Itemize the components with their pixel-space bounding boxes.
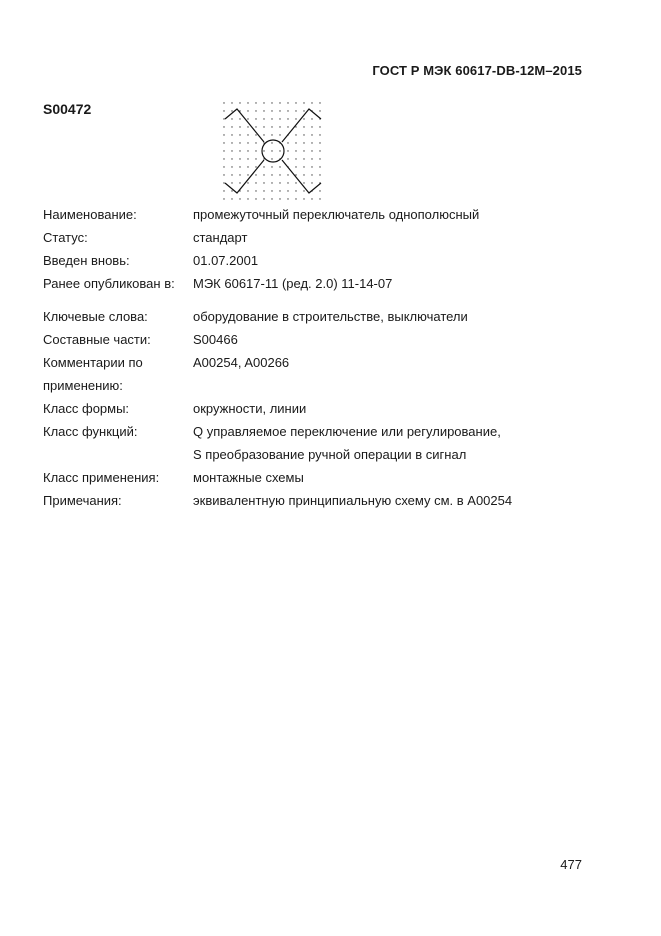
grid-dot xyxy=(271,142,272,143)
grid-dot xyxy=(311,126,312,127)
grid-dot xyxy=(255,190,256,191)
attr-label: Наименование: xyxy=(43,207,137,222)
attributes-table xyxy=(43,203,583,512)
grid-dot xyxy=(247,118,248,119)
grid-dot xyxy=(247,102,248,103)
grid-dot xyxy=(263,190,264,191)
grid-dot xyxy=(311,182,312,183)
grid-dot xyxy=(319,158,320,159)
grid-dot xyxy=(223,182,224,183)
attr-label: Комментарии по xyxy=(43,355,143,370)
grid-dot xyxy=(223,174,224,175)
grid-dot xyxy=(319,198,320,199)
grid-dot xyxy=(263,118,264,119)
grid-dot xyxy=(247,166,248,167)
grid-dot xyxy=(271,150,272,151)
grid-dot xyxy=(223,102,224,103)
grid-dot xyxy=(311,150,312,151)
grid-dot xyxy=(319,110,320,111)
grid-dot xyxy=(303,166,304,167)
grid-dot xyxy=(255,118,256,119)
attr-value: эквивалентную принципиальную схему см. в A00254 xyxy=(193,493,513,508)
attr-label: Класс применения: xyxy=(43,470,160,485)
grid-dot xyxy=(295,134,296,135)
attr-row-function-class-cont xyxy=(43,443,583,466)
grid-dot xyxy=(287,174,288,175)
attr-value: 01.07.2001 xyxy=(193,253,259,268)
grid-dot xyxy=(295,190,296,191)
grid-dot xyxy=(239,118,240,119)
grid-dot xyxy=(303,142,304,143)
grid-dot xyxy=(239,198,240,199)
grid-dot xyxy=(271,166,272,167)
grid-dot xyxy=(263,110,264,111)
attr-value: оборудование в строительстве, выключатели xyxy=(193,309,468,324)
grid-dot xyxy=(239,134,240,135)
grid-dot xyxy=(247,174,248,175)
grid-dot xyxy=(231,198,232,199)
grid-dot xyxy=(319,126,320,127)
grid-dot xyxy=(271,174,272,175)
grid-dot xyxy=(255,158,256,159)
grid-dot xyxy=(263,166,264,167)
grid-dot xyxy=(279,190,280,191)
grid-dot xyxy=(239,166,240,167)
attr-row-status xyxy=(43,226,583,249)
grid-dot xyxy=(231,118,232,119)
attr-label: Введен вновь: xyxy=(43,253,130,268)
attr-label-continued: применению: xyxy=(43,378,123,393)
grid-dot xyxy=(263,134,264,135)
grid-dot xyxy=(319,150,320,151)
attr-label: Примечания: xyxy=(43,493,122,508)
grid-dot xyxy=(231,182,232,183)
grid-dot xyxy=(279,166,280,167)
upper-right-arm xyxy=(282,109,321,142)
grid-dot xyxy=(239,126,240,127)
grid-dot xyxy=(303,150,304,151)
attr-value: окружности, линии xyxy=(193,401,307,416)
attr-row-application-class xyxy=(43,466,583,489)
grid-dot xyxy=(271,118,272,119)
grid-dot xyxy=(255,150,256,151)
grid-dot xyxy=(247,110,248,111)
grid-dot xyxy=(271,126,272,127)
grid-dot xyxy=(303,182,304,183)
grid-dot xyxy=(231,102,232,103)
grid-dot xyxy=(303,190,304,191)
grid-dot xyxy=(231,126,232,127)
attr-label: Ранее опубликован в: xyxy=(43,276,175,291)
grid-dot xyxy=(287,190,288,191)
grid-dot xyxy=(247,150,248,151)
grid-dot xyxy=(255,126,256,127)
grid-dot xyxy=(239,158,240,159)
grid-dot xyxy=(223,126,224,127)
intermediate-switch-symbol-icon xyxy=(222,101,324,201)
grid-dot xyxy=(223,150,224,151)
attr-label: Составные части: xyxy=(43,332,151,347)
grid-dot xyxy=(311,118,312,119)
grid-dot xyxy=(271,190,272,191)
grid-dot xyxy=(311,142,312,143)
grid-dot xyxy=(295,142,296,143)
grid-dot xyxy=(303,198,304,199)
grid-dot xyxy=(295,150,296,151)
grid-dot xyxy=(231,158,232,159)
grid-dot xyxy=(319,142,320,143)
grid-dot xyxy=(263,198,264,199)
page-number: 477 xyxy=(560,857,582,872)
grid-dot xyxy=(231,174,232,175)
lower-left-arm xyxy=(225,160,264,193)
document-header: ГОСТ Р МЭК 60617-DB-12M–2015 xyxy=(372,63,582,78)
grid-dot xyxy=(231,134,232,135)
attr-row-keywords xyxy=(43,305,583,328)
grid-dot xyxy=(231,150,232,151)
grid-dot xyxy=(247,182,248,183)
grid-dot xyxy=(247,142,248,143)
grid-dot xyxy=(263,102,264,103)
attr-value: S00466 xyxy=(193,332,238,347)
attr-row-form-class xyxy=(43,397,583,420)
grid-dot xyxy=(231,190,232,191)
grid-dot xyxy=(311,158,312,159)
grid-dot xyxy=(287,158,288,159)
grid-dot xyxy=(255,174,256,175)
grid-dot xyxy=(295,110,296,111)
grid-dot xyxy=(303,110,304,111)
grid-dot xyxy=(223,118,224,119)
grid-dot xyxy=(319,102,320,103)
grid-dot xyxy=(303,118,304,119)
attr-row-name xyxy=(43,203,583,226)
grid-dot xyxy=(255,182,256,183)
grid-dot xyxy=(311,166,312,167)
grid-dot xyxy=(287,150,288,151)
grid-dot xyxy=(239,182,240,183)
grid-dot xyxy=(223,198,224,199)
grid-dot xyxy=(239,102,240,103)
grid-dot xyxy=(223,142,224,143)
grid-dot xyxy=(223,166,224,167)
grid-dot xyxy=(287,102,288,103)
grid-dot xyxy=(303,174,304,175)
grid-dot xyxy=(279,110,280,111)
attr-value-continued: S преобразование ручной операции в сигнал xyxy=(193,447,467,462)
attr-row-comments-cont xyxy=(43,374,583,397)
grid-dot xyxy=(263,182,264,183)
attr-row-introduced xyxy=(43,249,583,272)
grid-dot xyxy=(279,174,280,175)
attr-value: A00254, A00266 xyxy=(193,355,290,370)
lower-right-arm xyxy=(282,160,321,193)
grid-dot xyxy=(287,198,288,199)
grid-dot xyxy=(223,190,224,191)
grid-dot xyxy=(295,174,296,175)
attr-value: монтажные схемы xyxy=(193,470,304,485)
grid-dot xyxy=(271,134,272,135)
grid-dot xyxy=(311,198,312,199)
grid-dot xyxy=(303,102,304,103)
grid-dot xyxy=(295,198,296,199)
attr-label: Класс формы: xyxy=(43,401,130,416)
attr-row-function-class xyxy=(43,420,583,443)
attr-row-parts xyxy=(43,328,583,351)
grid-dot xyxy=(239,150,240,151)
grid-dot xyxy=(271,110,272,111)
grid-dot xyxy=(295,118,296,119)
attr-label: Ключевые слова: xyxy=(43,309,148,324)
grid-dot xyxy=(255,166,256,167)
grid-dot xyxy=(255,198,256,199)
grid-dot xyxy=(271,102,272,103)
grid-dot xyxy=(279,126,280,127)
grid-dot xyxy=(319,174,320,175)
attr-label: Класс функций: xyxy=(43,424,138,439)
grid-dot xyxy=(263,174,264,175)
grid-dot xyxy=(231,142,232,143)
grid-dot xyxy=(263,126,264,127)
grid-dot xyxy=(311,102,312,103)
grid-dot xyxy=(279,182,280,183)
grid-dot xyxy=(223,134,224,135)
attr-label: Статус: xyxy=(43,230,88,245)
grid-dot xyxy=(255,134,256,135)
grid-dot xyxy=(271,198,272,199)
grid-dot xyxy=(263,150,264,151)
grid-dot xyxy=(319,166,320,167)
attr-value: стандарт xyxy=(193,230,248,245)
attr-row-notes xyxy=(43,489,583,512)
upper-left-arm xyxy=(225,109,264,142)
grid-dot xyxy=(247,126,248,127)
grid-dot xyxy=(319,190,320,191)
grid-dot xyxy=(295,126,296,127)
grid-dot xyxy=(295,166,296,167)
grid-dot xyxy=(311,134,312,135)
symbol-id: S00472 xyxy=(43,101,92,117)
grid-dot xyxy=(271,158,272,159)
grid-dot xyxy=(247,134,248,135)
grid-dot xyxy=(255,102,256,103)
grid-dot xyxy=(303,134,304,135)
grid-dot xyxy=(319,134,320,135)
grid-dot xyxy=(255,110,256,111)
grid-dot xyxy=(255,142,256,143)
grid-dot xyxy=(239,142,240,143)
grid-dot xyxy=(231,166,232,167)
grid-dot xyxy=(279,198,280,199)
attr-row-published xyxy=(43,272,583,295)
grid-dot xyxy=(223,158,224,159)
grid-dot xyxy=(287,126,288,127)
grid-dot xyxy=(287,110,288,111)
grid-dot xyxy=(287,118,288,119)
grid-dot xyxy=(303,158,304,159)
grid-dot xyxy=(239,174,240,175)
grid-dot xyxy=(279,102,280,103)
grid-dot xyxy=(287,182,288,183)
attr-value: промежуточный переключатель однополюсный xyxy=(193,207,480,222)
grid-dots xyxy=(223,102,320,199)
attr-row-comments xyxy=(43,351,583,374)
grid-dot xyxy=(279,150,280,151)
grid-dot xyxy=(279,118,280,119)
grid-dot xyxy=(279,134,280,135)
grid-dot xyxy=(223,110,224,111)
grid-dot xyxy=(247,158,248,159)
grid-dot xyxy=(311,174,312,175)
grid-dot xyxy=(247,190,248,191)
grid-dot xyxy=(295,102,296,103)
grid-dot xyxy=(295,158,296,159)
grid-dot xyxy=(247,198,248,199)
attr-value: МЭК 60617-11 (ред. 2.0) 11-14-07 xyxy=(193,276,393,291)
grid-dot xyxy=(287,142,288,143)
grid-dot xyxy=(303,126,304,127)
switch-circle xyxy=(262,140,284,162)
grid-dot xyxy=(231,110,232,111)
grid-dot xyxy=(295,182,296,183)
grid-dot xyxy=(271,182,272,183)
attr-value: Q управляемое переключение или регулирование, xyxy=(193,424,501,439)
